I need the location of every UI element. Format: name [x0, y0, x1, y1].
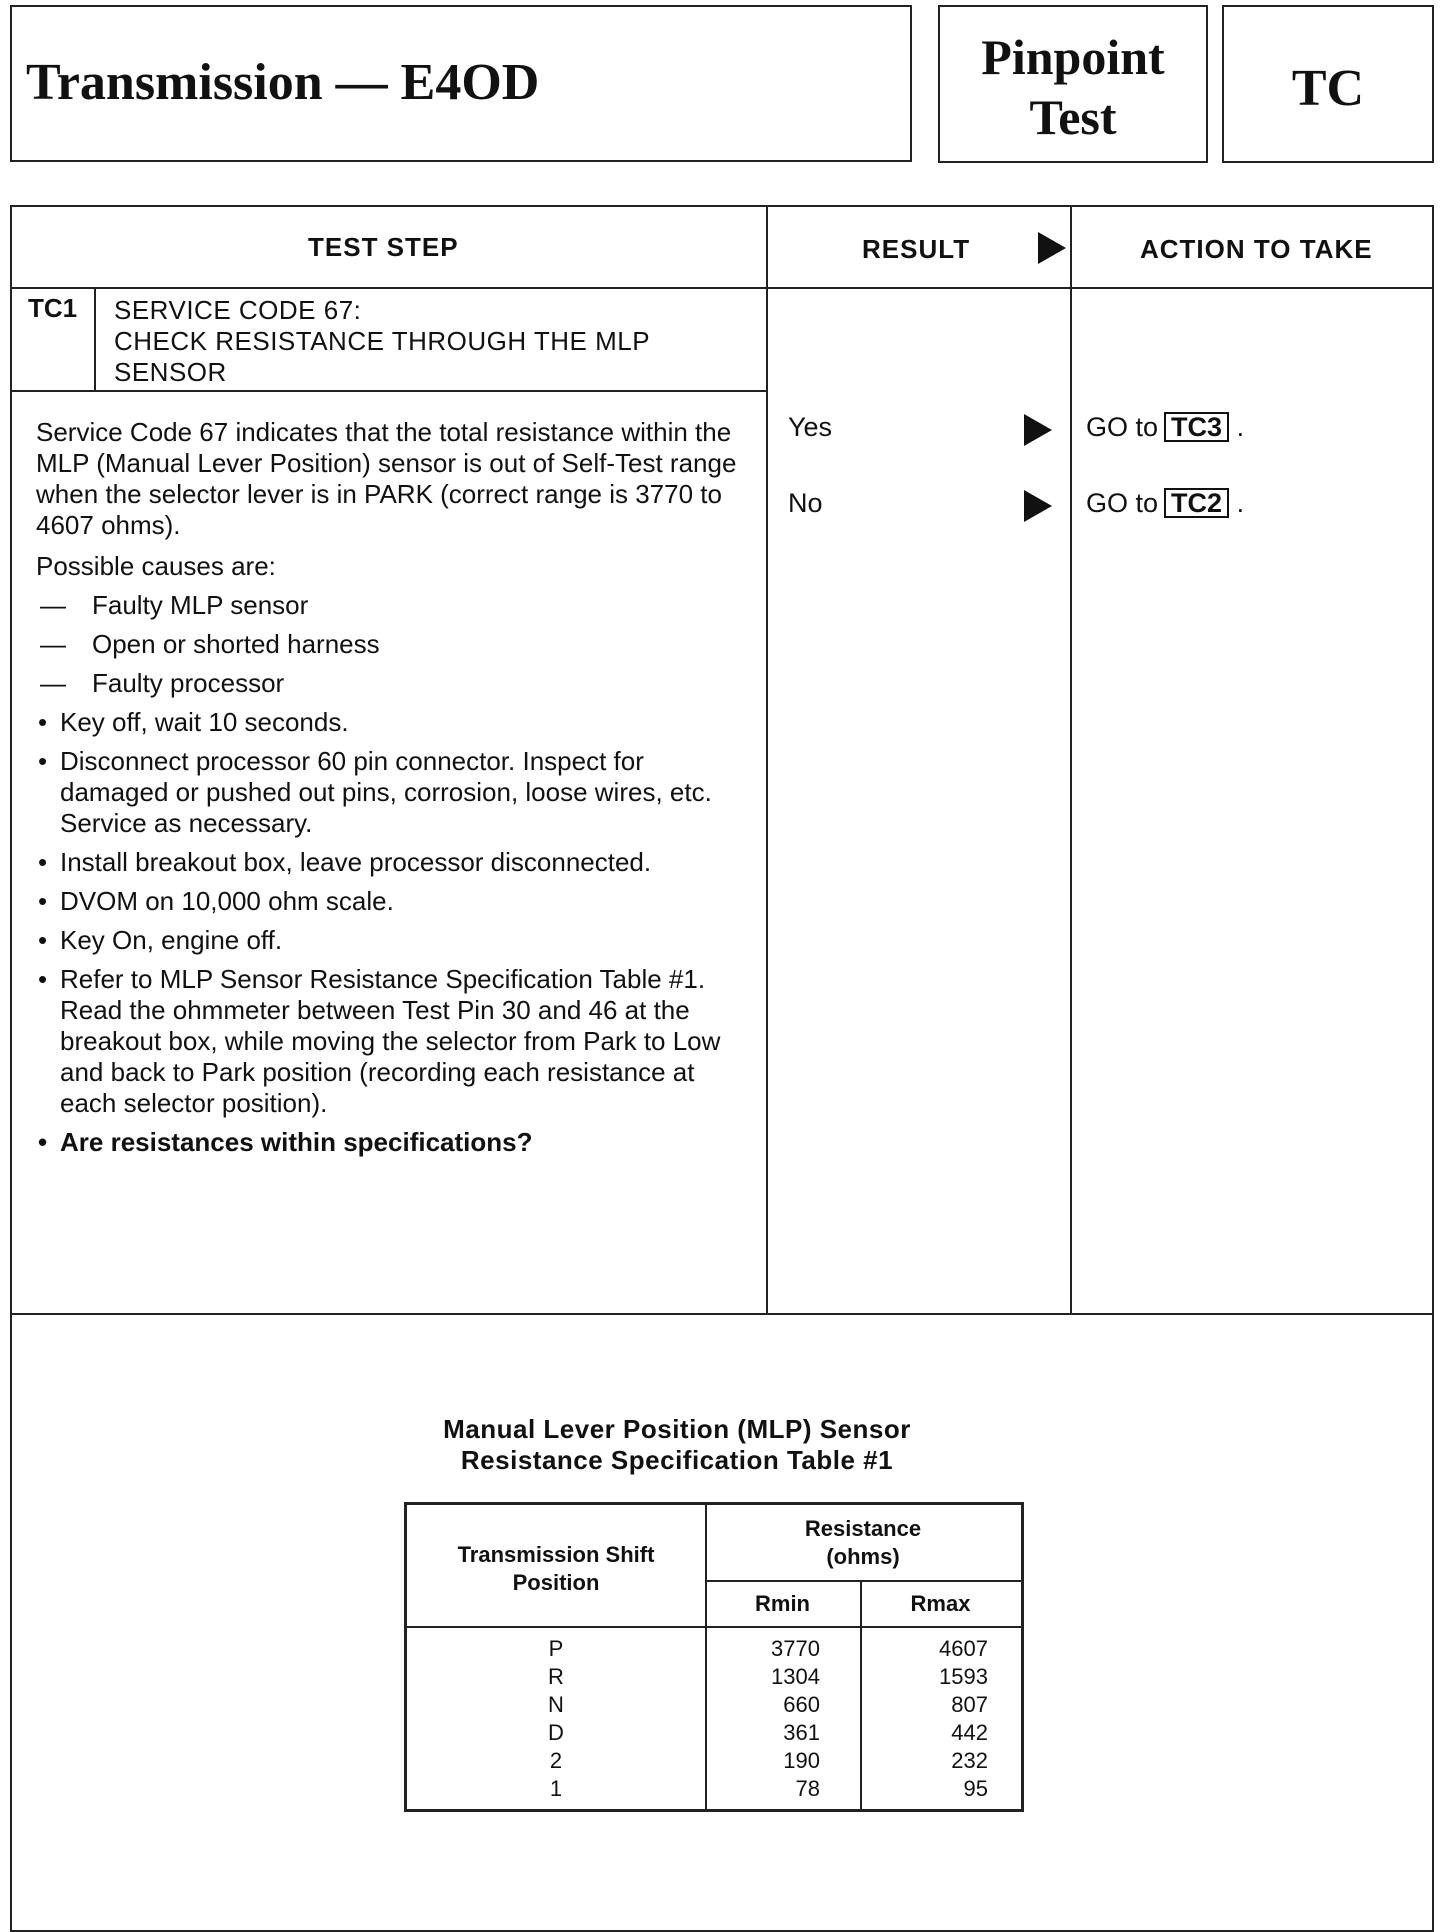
step-instructions — [36, 417, 756, 1166]
step-id-divider — [94, 287, 96, 390]
result-no: No — [788, 488, 823, 518]
cell-position: D — [548, 1720, 564, 1745]
spec-table — [404, 1502, 1024, 1812]
action-prefix: GO to — [1086, 488, 1159, 518]
spec-table-title-line: Resistance Specification Table #1 — [460, 1445, 894, 1475]
section-code: TC — [1291, 60, 1365, 117]
step-id: TC1 — [28, 293, 78, 323]
column-header-action: ACTION TO TAKE — [1140, 234, 1373, 264]
arrow-right-icon — [1038, 232, 1066, 264]
column-header-resistance-line: Resistance — [804, 1516, 922, 1541]
step-question: • Are resistances within specifications? — [36, 1127, 756, 1158]
step-title-line: CHECK RESISTANCE THROUGH THE MLP — [114, 326, 651, 356]
page-title: Transmission — E4OD — [26, 54, 540, 111]
cell-rmax: 4607 — [939, 1636, 988, 1661]
cell-position: R — [548, 1664, 564, 1689]
spec-table-divider — [705, 1580, 1021, 1582]
step-title — [114, 295, 650, 388]
divider-action — [1070, 207, 1072, 1315]
column-header-position-line: Position — [512, 1570, 600, 1595]
cell-rmax: 95 — [963, 1776, 988, 1801]
spec-table-title-line: Manual Lever Position (MLP) Sensor — [443, 1414, 911, 1444]
instruction-item: • Disconnect processor 60 pin connector. Inspect for damaged or pushed out pins, corrosion, loose wires, etc. Service as necessary. — [36, 746, 756, 839]
action-suffix: . — [1236, 488, 1245, 518]
action-no — [1086, 488, 1244, 519]
step-title-line: SERVICE CODE 67: — [114, 295, 362, 325]
divider-result — [766, 207, 768, 1315]
step-reference-link[interactable]: TC2 — [1164, 488, 1229, 518]
cell-rmin: 3770 — [771, 1636, 820, 1661]
column-header-resistance — [705, 1515, 1021, 1571]
arrow-right-icon — [1024, 414, 1052, 446]
cell-position: P — [548, 1636, 564, 1661]
action-prefix: GO to — [1086, 412, 1159, 442]
step-intro: Service Code 67 indicates that the total resistance within the MLP (Manual Lever Position) sensor is out of Self-Test range when the selector lever is in PARK (correct range is 3770 to 4607 ohms). — [36, 417, 737, 540]
cause-item: — Faulty MLP sensor — [36, 590, 756, 621]
result-yes: Yes — [788, 412, 833, 442]
cell-position: 2 — [549, 1748, 563, 1773]
spec-table-title — [312, 1414, 1042, 1476]
pinpoint-line1: Pinpoint — [981, 29, 1165, 85]
column-header-result: RESULT — [862, 234, 971, 264]
header-pinpoint-box — [938, 5, 1208, 163]
header-code-box — [1222, 5, 1434, 163]
instruction-item: • Key On, engine off. — [36, 925, 756, 956]
cell-rmax: 1593 — [939, 1664, 988, 1689]
instruction-item: • Refer to MLP Sensor Resistance Specification Table #1. Read the ohmmeter between Test Pin 30 and 46 at the breakout box, while moving the selector from Park to Low and back to Park position (recording each resistance at each selector position). — [36, 964, 756, 1119]
cell-rmin: 1304 — [771, 1664, 820, 1689]
cell-rmin: 660 — [783, 1692, 820, 1717]
column-header-position-line: Transmission Shift — [457, 1542, 655, 1567]
arrow-right-icon — [1024, 490, 1052, 522]
cause-item: — Open or shorted harness — [36, 629, 756, 660]
header-title-box — [10, 5, 912, 162]
header-row-divider — [12, 287, 1432, 289]
table-bottom-divider — [12, 1313, 1432, 1315]
pinpoint-line2: Test — [1029, 89, 1117, 145]
cell-rmin: 78 — [795, 1776, 820, 1801]
cell-rmax: 442 — [951, 1720, 988, 1745]
spec-table-divider — [407, 1626, 1021, 1628]
step-reference-link[interactable]: TC3 — [1164, 412, 1229, 442]
column-header-position — [407, 1541, 705, 1597]
instruction-item: • Install breakout box, leave processor disconnected. — [36, 847, 756, 878]
action-suffix: . — [1236, 412, 1245, 442]
action-yes — [1086, 412, 1244, 443]
step-title-line: SENSOR — [114, 357, 227, 387]
column-header-resistance-line: (ohms) — [826, 1544, 900, 1569]
instruction-item: • Key off, wait 10 seconds. — [36, 707, 756, 738]
cell-rmin: 361 — [783, 1720, 820, 1745]
causes-label: Possible causes are: — [36, 551, 276, 581]
column-header-test-step: TEST STEP — [308, 232, 459, 262]
cell-rmax: 232 — [951, 1748, 988, 1773]
step-title-divider — [12, 390, 768, 392]
cell-rmin: 190 — [783, 1748, 820, 1773]
column-header-rmin: Rmin — [755, 1591, 810, 1616]
column-header-rmax: Rmax — [910, 1591, 971, 1616]
pinpoint-label — [940, 27, 1206, 147]
test-step-table — [10, 205, 1434, 1932]
cell-rmax: 807 — [951, 1692, 988, 1717]
cause-item: — Faulty processor — [36, 668, 756, 699]
cell-position: N — [548, 1692, 564, 1717]
cell-position: 1 — [549, 1776, 563, 1801]
instruction-item: • DVOM on 10,000 ohm scale. — [36, 886, 756, 917]
